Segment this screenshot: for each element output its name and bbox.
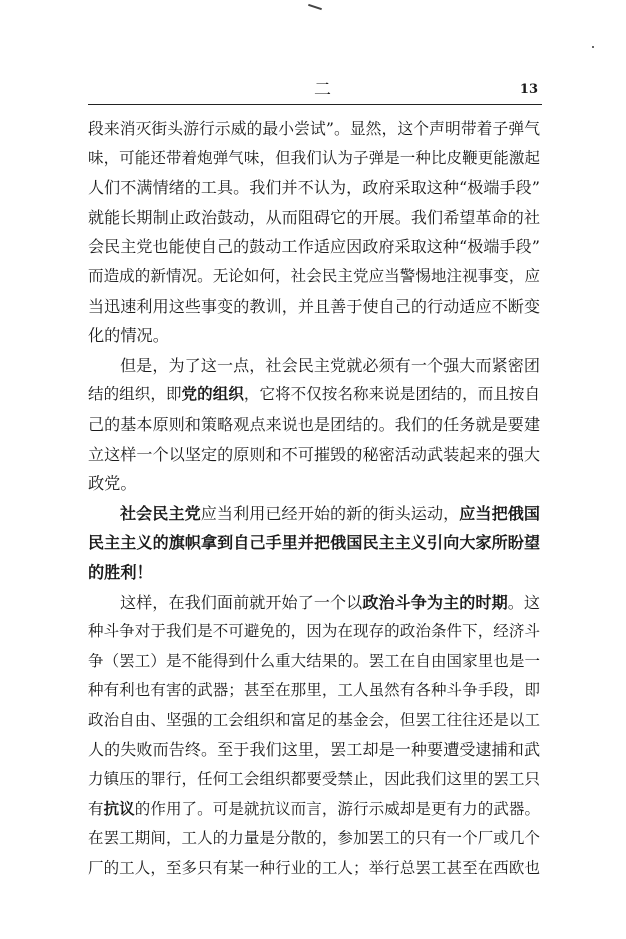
text-span: 结的组织，即 xyxy=(88,385,182,404)
emphasis-text: 的胜利！ xyxy=(88,562,153,582)
text-span: 这样，在我们面前就开始了一个以 xyxy=(120,592,363,612)
chapter-number: 二 xyxy=(314,80,331,100)
text-line xyxy=(88,469,540,499)
text-span: 政治自由、坚强的工会组织和富足的基金会，但罢工往往还是以工 xyxy=(88,710,540,729)
text-line xyxy=(88,144,540,174)
text-line xyxy=(88,735,540,765)
text-line xyxy=(88,410,540,440)
text-line xyxy=(88,292,540,322)
text-span: 但是，为了这一点，社会民主党就必须有一个强大而紧密团 xyxy=(120,355,540,375)
text-span: 有 xyxy=(88,799,104,818)
text-line xyxy=(88,114,540,144)
text-span: 就能长期制止政治鼓动，从而阻碍它的开展。我们希望革命的社 xyxy=(88,207,540,227)
text-line xyxy=(88,528,540,558)
scan-dot xyxy=(592,46,594,48)
text-line xyxy=(88,617,540,647)
emphasis-text: 应当把俄国 xyxy=(459,503,540,523)
page-number: 13 xyxy=(519,82,538,97)
text-span: 段来消灭街头游行示威的最小尝试”。显然，这个声明带着子弹气 xyxy=(88,119,540,138)
text-span: ，它将不仅按名称来说是团结的，而且按自 xyxy=(243,385,541,404)
text-span: 人的失败而告终。至于我们这里，罢工却是一种要遭受逮捕和武 xyxy=(88,740,540,760)
text-line xyxy=(88,824,540,854)
header-rule xyxy=(88,104,542,105)
text-line xyxy=(88,262,540,292)
text-line xyxy=(88,588,540,618)
text-span: 己的基本原则和策略观点来说也是团结的。我们的任务就是要建 xyxy=(88,414,540,434)
text-line xyxy=(88,676,540,706)
text-line xyxy=(88,499,540,529)
text-span: 种斗争对于我们是不可避免的，因为在现存的政治条件下，经济斗 xyxy=(88,622,540,641)
text-span: 在罢工期间，工人的力量是分散的，参加罢工的只有一个厂或几个 xyxy=(88,829,540,848)
text-line xyxy=(88,440,540,470)
body-text xyxy=(88,114,540,883)
text-span: 立这样一个以坚定的原则和不可摧毁的秘密活动武装起来的强大 xyxy=(88,444,540,464)
emphasis-text: 社会民主党 xyxy=(120,503,201,523)
text-line xyxy=(88,647,540,677)
text-span: 力镇压的罪行，任何工会组织都要受禁止，因此我们这里的罢工只 xyxy=(88,770,540,789)
text-span: 政党。 xyxy=(88,474,137,494)
text-span: 化的情况。 xyxy=(88,326,169,346)
text-span: 人们不满情绪的工具。我们并不认为，政府采取这种“极端手段” xyxy=(88,178,540,198)
text-span: 而造成的新情况。无论如何，社会民主党应当警惕地注视事变，应 xyxy=(88,266,540,285)
text-line xyxy=(88,706,540,736)
emphasis-text: 民主主义的旗帜拿到自己手里并把俄国民主主义引向大家所盼望 xyxy=(88,533,540,553)
text-span: 厂的工人，至多只有某一种行业的工人；举行总罢工甚至在西欧也 xyxy=(88,858,540,877)
text-span: 味，可能还带着炮弹气味，但我们认为子弹是一种比皮鞭更能激起 xyxy=(88,148,540,167)
text-line xyxy=(88,173,540,203)
text-line xyxy=(88,232,540,262)
emphasis-text: 抗议 xyxy=(103,799,135,818)
text-line xyxy=(88,795,540,825)
text-line xyxy=(88,558,540,588)
emphasis-text: 党的组织 xyxy=(181,385,244,404)
text-span: 。这 xyxy=(507,592,540,612)
text-line xyxy=(88,765,540,795)
text-span: 种有利也有害的武器；甚至在那里，工人虽然有各种斗争手段，即 xyxy=(88,681,540,700)
text-span: 争（罢工）是不能得到什么重大结果的。罢工在自由国家里也是一 xyxy=(88,651,540,670)
text-span: 应当利用已经开始的新的街头运动， xyxy=(200,503,460,523)
scan-mark xyxy=(308,4,322,10)
text-span: 会民主党也能使自己的鼓动工作适应因政府采取这种“极端手段” xyxy=(88,237,540,257)
text-line xyxy=(88,351,540,381)
text-span: 的作用了。可是就抗议而言，游行示威却是更有力的武器。 xyxy=(134,799,541,818)
page-header xyxy=(92,80,540,104)
text-line xyxy=(88,380,540,410)
emphasis-text: 政治斗争为主的时期 xyxy=(362,592,508,612)
text-line xyxy=(88,203,540,233)
text-line xyxy=(88,854,540,884)
text-span: 当迅速利用这些事变的教训，并且善于使自己的行动适应不断变 xyxy=(88,296,540,316)
text-line xyxy=(88,321,540,351)
